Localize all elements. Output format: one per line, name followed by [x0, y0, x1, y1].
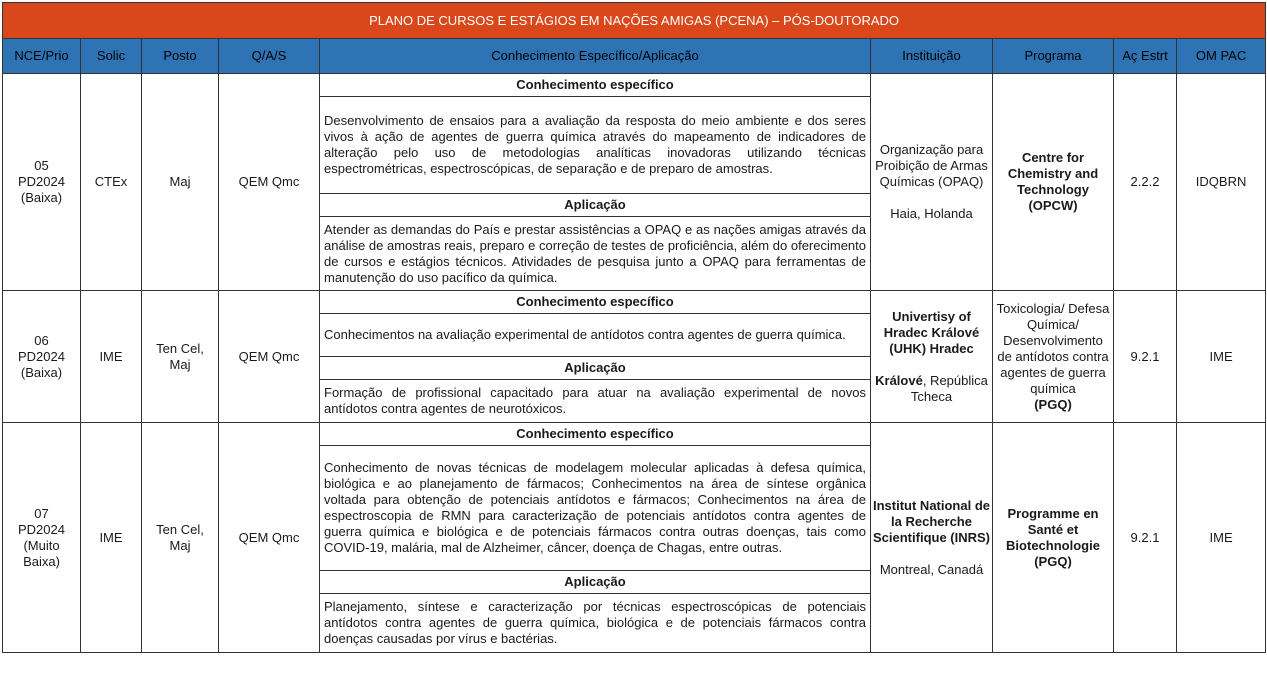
aplicacao-heading: Aplicação	[320, 571, 871, 594]
instituicao-location: , República Tcheca	[910, 372, 988, 404]
posto-text: Maj	[169, 356, 191, 372]
solic-cell: CTEx	[81, 74, 142, 291]
nce-cell	[3, 74, 81, 291]
posto-text: Ten Cel,	[156, 521, 204, 537]
col-header-ac-estrt: Aç Estrt	[1114, 39, 1177, 74]
conhecimento-heading: Conhecimento específico	[320, 423, 871, 446]
ac-estrt-cell: 9.2.1	[1114, 291, 1177, 423]
instituicao-location: Haia, Holanda	[890, 206, 973, 221]
aplicacao-heading: Aplicação	[320, 357, 871, 380]
col-header-om-pac: OM PAC	[1177, 39, 1266, 74]
nce-priority: (Baixa)	[20, 190, 63, 205]
programa-name: (PGQ)	[1034, 396, 1072, 412]
nce-priority: Baixa)	[23, 553, 60, 569]
conhecimento-text: Conhecimentos na avaliação experimental de antídotos contra agentes de guerra química.	[320, 314, 871, 357]
pcena-table	[2, 2, 1266, 653]
col-header-posto: Posto	[142, 39, 219, 74]
solic-cell: IME	[81, 291, 142, 423]
instituicao-name: Univertisy of Hradec Králové (UHK) Hradec	[883, 308, 980, 356]
posto-cell	[142, 423, 219, 653]
nce-cell	[3, 291, 81, 423]
col-header-solic: Solic	[81, 39, 142, 74]
qas-cell: QEM Qmc	[219, 74, 320, 291]
table-row	[3, 423, 1266, 446]
nce-number: 05	[34, 158, 49, 173]
solic-cell: IME	[81, 423, 142, 653]
conhecimento-text: Desenvolvimento de ensaios para a avaliação da resposta do meio ambiente e dos seres vivos à ação de agentes de guerra química através do mapeamento de indicadores de alteração pelo uso de metodologias analíticas inovadoras utilizando técnicas espectrométricas, espectroscópicas, de separação e de preparo de amostras.	[320, 97, 871, 194]
table-row	[3, 291, 1266, 314]
nce-priority: (Baixa)	[20, 364, 63, 380]
nce-priority: (Muito	[23, 537, 60, 553]
col-header-programa: Programa	[993, 39, 1114, 74]
ac-estrt-cell: 9.2.1	[1114, 423, 1177, 653]
programa-cell	[993, 423, 1114, 653]
posto-cell	[142, 74, 219, 291]
col-header-conhecimento: Conhecimento Específico/Aplicação	[320, 39, 871, 74]
nce-code: PD2024	[18, 521, 65, 537]
instituicao-location: Montreal, Canadá	[879, 561, 984, 577]
posto-text: Maj	[169, 537, 191, 553]
col-header-instituicao: Instituição	[871, 39, 993, 74]
title-row	[3, 3, 1266, 39]
instituicao-cell	[871, 291, 993, 423]
conhecimento-heading: Conhecimento específico	[320, 291, 871, 314]
conhecimento-heading: Conhecimento específico	[320, 74, 871, 97]
nce-cell	[3, 423, 81, 653]
om-pac-cell: IME	[1177, 423, 1266, 653]
programa-cell	[993, 74, 1114, 291]
instituicao-name: Institut National de la Recherche Scientifique (INRS)	[873, 497, 991, 545]
nce-code: PD2024	[18, 348, 65, 364]
aplicacao-text: Atender as demandas do País e prestar assistências a OPAQ e as nações amigas através da análise de amostras reais, preparo e correção de testes de proficiência, além do oferecimento de cursos e estágios técnicos. Atividades de pesquisa junto a OPAQ para ferramentas de manutenção do uso pacífico da química.	[320, 217, 871, 291]
conhecimento-text: Conhecimento de novas técnicas de modelagem molecular aplicadas à defesa química, biológica e ao planejamento de fármacos; Conhecimentos na área de síntese orgânica voltada para obtenção de potenciais antídotos e fármacos; Conhecimentos na área de espectroscopia de RMN para caracterização de potenciais antídotos contra agentes de guerra química e biológica e de potenciais fármacos contra outras doenças, tais como COVID-19, malária, mal de Alzheimer, câncer, doença de Chagas, entre outras.	[320, 446, 871, 571]
om-pac-cell: IME	[1177, 291, 1266, 423]
aplicacao-text: Formação de profissional capacitado para atuar na avaliação experimental de novos antídotos contra agentes de neurotóxicos.	[320, 380, 871, 423]
posto-text: Maj	[169, 174, 191, 189]
nce-number: 07	[34, 505, 49, 521]
om-pac-cell: IDQBRN	[1177, 74, 1266, 291]
posto-cell	[142, 291, 219, 423]
aplicacao-heading: Aplicação	[320, 194, 871, 217]
programa-name: Centre for Chemistry and Technology (OPCW)	[1007, 150, 1099, 213]
programa-cell	[993, 291, 1114, 423]
instituicao-cell	[871, 74, 993, 291]
posto-text: Ten Cel,	[156, 340, 204, 356]
nce-number: 06	[34, 332, 49, 348]
qas-cell: QEM Qmc	[219, 423, 320, 653]
col-header-nce: NCE/Prio	[3, 39, 81, 74]
nce-code: PD2024	[18, 174, 65, 189]
col-header-qas: Q/A/S	[219, 39, 320, 74]
ac-estrt-cell: 2.2.2	[1114, 74, 1177, 291]
table-title: PLANO DE CURSOS E ESTÁGIOS EM NAÇÕES AMIGAS (PCENA) – PÓS-DOUTORADO	[3, 3, 1266, 39]
instituicao-name: Organização para Proibição de Armas Químicas (OPAQ)	[875, 142, 988, 189]
instituicao-city: Králové	[875, 372, 923, 388]
aplicacao-text: Planejamento, síntese e caracterização por técnicas espectroscópicas de potenciais antídotos contra agentes de guerra química, biológica e de potenciais fármacos contra doenças causadas por vírus e bactérias.	[320, 594, 871, 653]
instituicao-cell	[871, 423, 993, 653]
qas-cell: QEM Qmc	[219, 291, 320, 423]
programa-description: Toxicologia/ Defesa Química/ Desenvolvimento de antídotos contra agentes de guerra química	[996, 300, 1110, 396]
programa-name: Programme en Santé et Biotechnologie (PGQ)	[1006, 505, 1100, 569]
header-row	[3, 39, 1266, 74]
table-row	[3, 74, 1266, 97]
